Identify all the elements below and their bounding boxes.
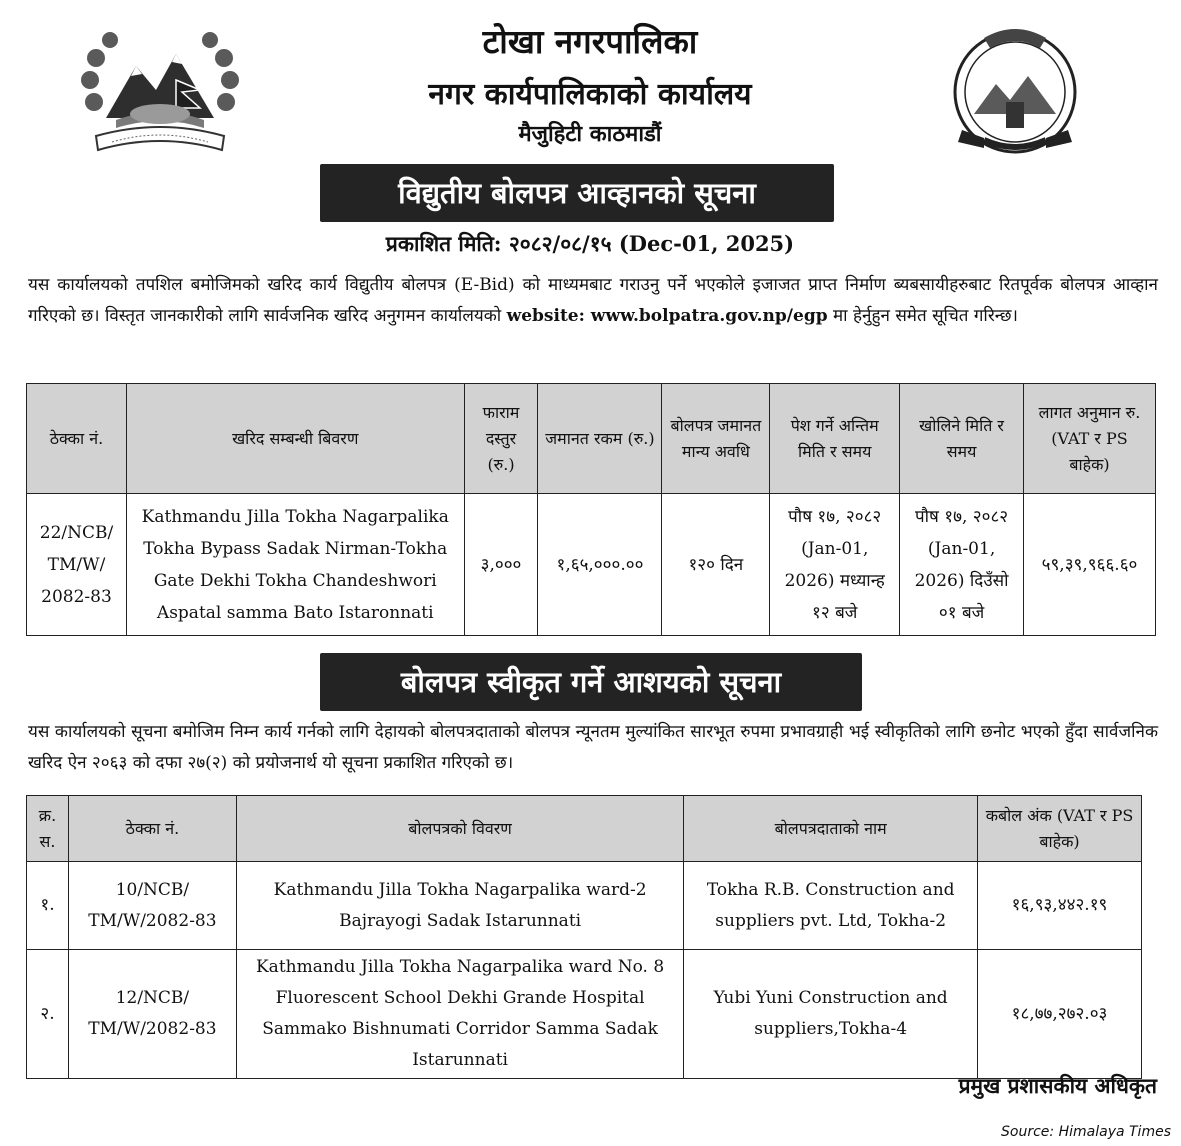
cell-contract-no: 10/NCB/ TM/W/2082-83: [68, 862, 236, 950]
cell-validity: १२० दिन: [662, 494, 770, 636]
e-bid-table-header-row: [27, 384, 1156, 494]
cell-bidder: Yubi Yuni Construction and suppliers,Tokha-4: [684, 950, 978, 1079]
e-bid-table: [26, 383, 1156, 636]
tokha-municipality-logo-icon: [944, 18, 1086, 160]
award-intent-notice-title: बोलपत्र स्वीकृत गर्ने आशयको सूचना: [320, 653, 862, 711]
award-intent-table: [26, 795, 1142, 1079]
cell-opening: पौष १७, २०८२ (Jan-01, 2026) दिउँसो ०१ बजे: [900, 494, 1024, 636]
header-bid-security: जमानत रकम (रु.): [538, 384, 662, 494]
header-contract-no: ठेक्का नं.: [68, 796, 236, 862]
cell-contract-no: 22/NCB/ TM/W/ 2082-83: [27, 494, 127, 636]
cell-submission: पौष १७, २०८२ (Jan-01, 2026) मध्यान्ह १२ बजे: [770, 494, 900, 636]
notice-header: [0, 0, 1181, 160]
office-location: मैजुहिटी काठमाडौं: [518, 121, 662, 147]
cell-amount: १८,७७,२७२.०३: [978, 950, 1142, 1079]
header-validity: बोलपत्र जमानत मान्य अवधि: [662, 384, 770, 494]
cell-estimate: ५९,३९,९६६.६०: [1024, 494, 1156, 636]
source-credit: Source: Himalaya Times: [1001, 1124, 1171, 1140]
header-form-fee: फाराम दस्तुर (रु.): [464, 384, 538, 494]
cell-form-fee: ३,०००: [464, 494, 538, 636]
header-bidder-name: बोलपत्रदाताको नाम: [684, 796, 978, 862]
header-quoted-amount: कबोल अंक (VAT र PS बाहेक): [978, 796, 1142, 862]
cell-serial: १.: [27, 862, 69, 950]
intro-text-part1: यस कार्यालयको तपशिल बमोजिमको खरिद कार्य विद्युतीय बोलपत्र (E-Bid) को माध्यमबाट गराउनु पर्ने भएकोले इजाजत प्राप्त निर्माण ब्यबसायीहरुबाट रितपूर्वक बोलपत्र आव्हान गरिएको छ। विस्तृत जानकारीको लागि सार्वजनिक खरिद अनुगमन कार्यालयको: [28, 275, 1158, 326]
nepal-coat-of-arms-icon: [76, 18, 244, 160]
cell-description: Kathmandu Jilla Tokha Nagarpalika Tokha Bypass Sadak Nirman-Tokha Gate Dekhi Tokha Chandeshwori Aspatal samma Bato Istaronnati: [126, 494, 464, 636]
header-serial: क्र. स.: [27, 796, 69, 862]
header-contract-no: ठेक्का नं.: [27, 384, 127, 494]
table-row: [27, 862, 1142, 950]
cell-description: Kathmandu Jilla Tokha Nagarpalika ward-2 Bajrayogi Sadak Istarunnati: [236, 862, 683, 950]
cell-amount: १६,९३,४४२.१९: [978, 862, 1142, 950]
signatory-title: प्रमुख प्रशासकीय अधिकृत: [958, 1073, 1157, 1098]
header-opening: खोलिने मिति र समय: [900, 384, 1024, 494]
header-description: खरिद सम्बन्धी बिवरण: [126, 384, 464, 494]
header-bid-description: बोलपत्रको विवरण: [236, 796, 683, 862]
cell-serial: २.: [27, 950, 69, 1079]
publication-date: प्रकाशित मिति: २०८२/०८/१५ (Dec-01, 2025): [385, 231, 795, 256]
table-row: [27, 494, 1156, 636]
bolpatra-website-link[interactable]: website: www.bolpatra.gov.np/egp: [506, 306, 828, 326]
cell-description: Kathmandu Jilla Tokha Nagarpalika ward No. 8 Fluorescent School Dekhi Grande Hospital Sammako Bishnumati Corridor Samma Sadak Istarunnati: [236, 950, 683, 1079]
cell-contract-no: 12/NCB/ TM/W/2082-83: [68, 950, 236, 1079]
header-submission: पेश गर्ने अन्तिम मिति र समय: [770, 384, 900, 494]
award-intent-paragraph: यस कार्यालयको सूचना बमोजिम निम्न कार्य गर्नको लागि देहायको बोलपत्रदाताको बोलपत्र न्यूनतम मुल्यांकित सारभूत रुपमा प्रभावग्राही भई स्वीकृतिको लागि छनोट भएको हुँदा सार्वजनिक खरिद ऐन २०६३ को दफा २७(२) को प्रयोजनार्थ यो सूचना प्रकाशित गरिएको छ।: [28, 722, 1158, 773]
intro-text-part2: मा हेर्नुहुन समेत सूचित गरिन्छ।: [833, 306, 1019, 326]
cell-bidder: Tokha R.B. Construction and suppliers pvt. Ltd, Tokha-2: [684, 862, 978, 950]
municipality-name: टोखा नगरपालिका: [482, 22, 698, 61]
table-row: [27, 950, 1142, 1079]
cell-bid-security: १,६५,०००.००: [538, 494, 662, 636]
e-bid-notice-title: विद्युतीय बोलपत्र आव्हानको सूचना: [320, 164, 834, 222]
award-table-header-row: [27, 796, 1142, 862]
header-estimate: लागत अनुमान रु. (VAT र PS बाहेक): [1024, 384, 1156, 494]
office-name: नगर कार्यपालिकाको कार्यालय: [428, 77, 752, 112]
e-bid-intro-paragraph: [28, 270, 1158, 332]
